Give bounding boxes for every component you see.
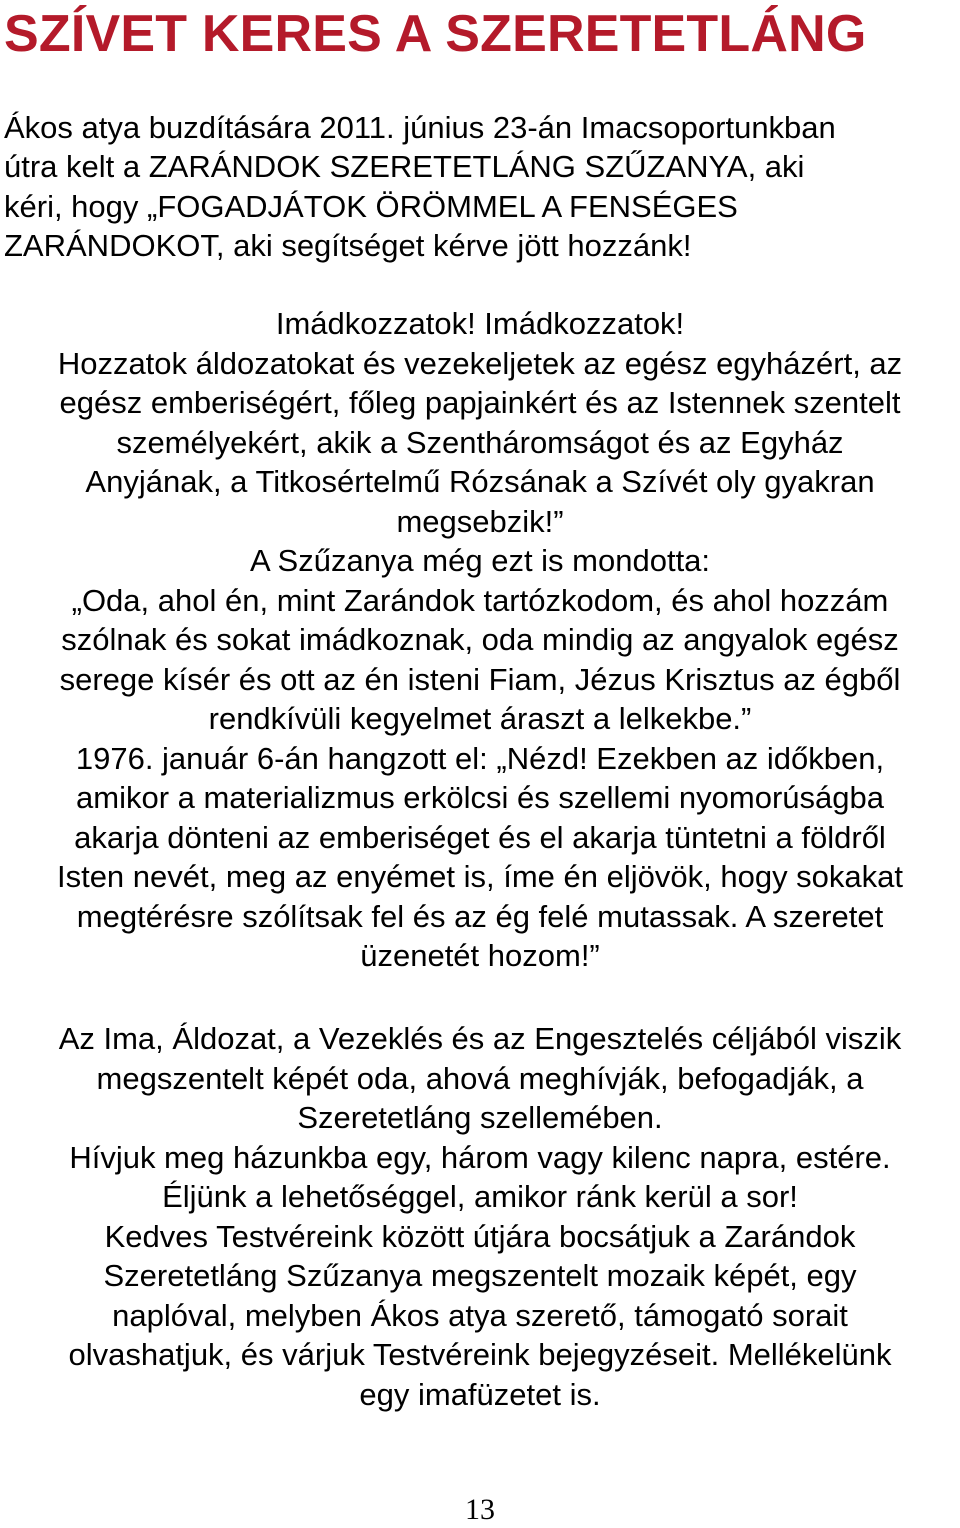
closing-line: Éljünk a lehetőséggel, amikor ránk kerül a sor!: [162, 1179, 798, 1214]
message-line: akarja dönteni az emberiséget és el akarja tüntetni a földről: [74, 819, 886, 855]
message-line: Isten nevét, meg az enyémet is, íme én eljövök, hogy sokakat: [56, 859, 904, 894]
closing-line: Az Ima, Áldozat, a Vezeklés és az Engesztelés céljából viszik: [58, 1021, 902, 1056]
message-line: megtérésre szólítsak fel és az ég felé mutassak. A szeretet: [76, 898, 884, 934]
intro-line: útra kelt a ZARÁNDOK SZERETETLÁNG SZŰZANYA, aki: [4, 149, 805, 185]
page-number: 13: [465, 1493, 495, 1526]
message-line: 1976. január 6-án hangzott el: „Nézd! Ezekben az időkben,: [75, 740, 885, 776]
closing-line: Szeretetláng Szűzanya megszentelt mozaik képét, egy: [103, 1258, 857, 1293]
closing-line: Szeretetláng szellemében.: [297, 1100, 663, 1135]
message-line: üzenetét hozom!”: [360, 938, 600, 973]
intro-line: Ákos atya buzdítására 2011. június 23-án Imacsoportunkban: [4, 110, 836, 145]
message-paragraph: [0, 304, 960, 976]
closing-line: naplóval, melyben Ákos atya szerető, támogató sorait: [112, 1297, 848, 1333]
page-title: SZÍVET KERES A SZERETETLÁNG: [4, 5, 867, 63]
message-line: megsebzik!”: [396, 503, 564, 539]
message-line: A Szűzanya még ezt is mondotta:: [249, 543, 711, 578]
closing-line: olvashatjuk, és várjuk Testvéreink bejegyzéseit. Mellékelünk: [68, 1337, 892, 1372]
intro-line: ZARÁNDOKOT, aki segítséget kérve jött hozzánk!: [4, 227, 692, 263]
closing-line: egy imafüzetet is.: [359, 1376, 601, 1412]
message-line: serege kísér és ott az én isteni Fiam, Jézus Krisztus az égből: [59, 661, 901, 697]
closing-line: Hívjuk meg házunkba egy, három vagy kilenc napra, estére.: [69, 1139, 891, 1175]
closing-line: Kedves Testvéreink között útjára bocsátjuk a Zarándok: [104, 1218, 856, 1254]
intro-line: kéri, hogy „FOGADJÁTOK ÖRÖMMEL A FENSÉGES: [4, 188, 738, 224]
closing-line: megszentelt képét oda, ahová meghívják, befogadják, a: [96, 1060, 864, 1096]
message-line: egész emberiségért, főleg papjainkért és az Istennek szentelt: [59, 385, 901, 420]
intro-paragraph: [4, 108, 954, 265]
closing-paragraph: [0, 1019, 960, 1414]
message-line: Imádkozzatok! Imádkozzatok!: [275, 306, 685, 341]
message-line: Anyjának, a Titkosértelmű Rózsának a Szívét oly gyakran: [85, 464, 875, 499]
message-line: személyekért, akik a Szentháromságot és az Egyház: [116, 424, 844, 460]
message-line: szólnak és sokat imádkoznak, oda mindig az angyalok egész: [61, 622, 899, 657]
message-line: Hozzatok áldozatokat és vezekeljetek az egész egyházért, az: [57, 345, 903, 381]
message-line: rendkívüli kegyelmet áraszt a lelkekbe.”: [208, 701, 752, 736]
message-line: „Oda, ahol én, mint Zarándok tartózkodom, és ahol hozzám: [71, 582, 889, 618]
message-line: amikor a materializmus erkölcsi és szellemi nyomorúságba: [76, 780, 884, 815]
